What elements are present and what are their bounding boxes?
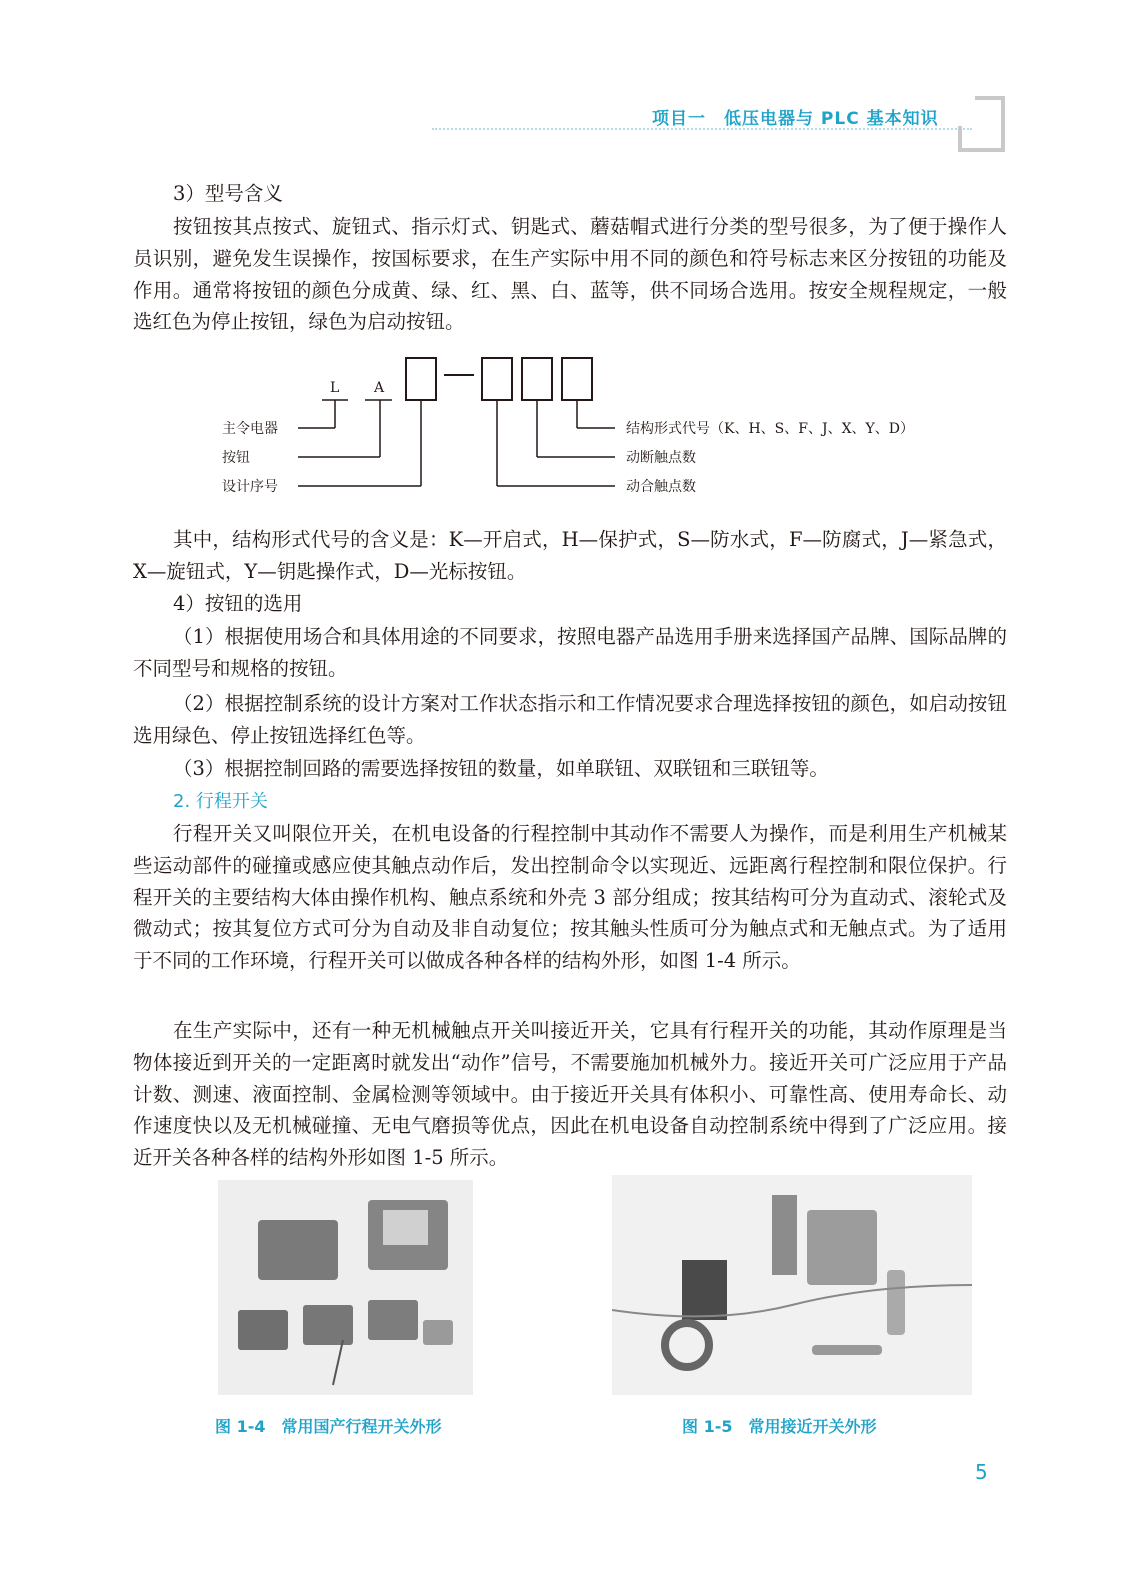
paragraph-structure-codes: 其中，结构形式代号的含义是：K—开启式，H—保护式，S—防水式，F—防腐式，J—紧急式，X—旋钮式，Y—钥匙操作式，D—光标按钮。 (133, 528, 1007, 583)
break-contacts-box (522, 358, 552, 400)
label-break-contacts: 动断触点数 (626, 450, 696, 466)
paragraph-selection-3: （3）根据控制回路的需要选择按钮的数量，如单联钮、双联钮和三联钮等。 (173, 757, 829, 780)
figure-1-4-caption: 图 1-4 常用国产行程开关外形 (215, 1417, 442, 1436)
section-heading-travel-switch: 2. 行程开关 (173, 791, 268, 812)
letter-a: A (374, 380, 385, 396)
paragraph-selection-2: （2）根据控制系统的设计方案对工作状态指示和工作情况要求合理选择按钮的颜色，如启动按钮选用绿色、停止按钮选择红色等。 (133, 692, 1007, 747)
running-header: 项目一 低压电器与 PLC 基本知识 (652, 109, 939, 129)
letter-l: L (330, 380, 340, 396)
model-number-diagram (210, 350, 930, 500)
label-design-serial: 设计序号 (222, 479, 278, 495)
travel-switch-photo (218, 1180, 473, 1395)
structure-code-box (562, 358, 592, 400)
paragraph-selection-1: （1）根据使用场合和具体用途的不同要求，按照电器产品选用手册来选择国产品牌、国际品牌的不同型号和规格的按钮。 (133, 625, 1007, 680)
label-structure-code: 结构形式代号（K、H、S、F、J、X、Y、D） (626, 421, 915, 437)
section-heading-model-meaning: 3）型号含义 (173, 182, 283, 205)
paragraph-travel-switch: 行程开关又叫限位开关，在机电设备的行程控制中其动作不需要人为操作，而是利用生产机械某些运动部件的碰撞或感应使其触点动作后，发出控制命令以实现近、远距离行程控制和限位保护。行程开关的主要结构大体由操作机构、触点系统和外壳 3 部分组成；按其结构可分为直动式、滚轮式及微动式；按其复位方式可分为自动及非自动复位；按其触头性质可分为触点式和无触点式。为了适用于不同的工作环境，行程开关可以做成各种各样的结构外形，如图 1-4 所示。 (133, 822, 1007, 973)
section-heading-button-selection: 4）按钮的选用 (173, 592, 303, 615)
make-contacts-box (482, 358, 512, 400)
header-dotted-rule (432, 128, 972, 130)
page-number: 5 (975, 1460, 988, 1484)
design-serial-box (406, 358, 436, 400)
corner-decoration-inner (958, 126, 982, 152)
label-button: 按钮 (222, 450, 250, 466)
figure-1-5-caption: 图 1-5 常用接近开关外形 (682, 1417, 877, 1436)
paragraph-proximity-switch: 在生产实际中，还有一种无机械触点开关叫接近开关，它具有行程开关的功能，其动作原理是当物体接近到开关的一定距离时就发出“动作”信号，不需要施加机械外力。接近开关可广泛应用于产品计数、测速、液面控制、金属检测等领域中。由于接近开关具有体积小、可靠性高、使用寿命长、动作速度快以及无机械碰撞、无电气磨损等优点，因此在机电设备自动控制系统中得到了广泛应用。接近开关各种各样的结构外形如图 1-5 所示。 (133, 1019, 1007, 1170)
proximity-switch-photo (612, 1175, 972, 1395)
label-main-electric: 主令电器 (222, 421, 278, 437)
label-make-contacts: 动合触点数 (626, 479, 696, 495)
paragraph-button-colors: 按钮按其点按式、旋钮式、指示灯式、钥匙式、蘑菇帽式进行分类的型号很多，为了便于操作人员识别，避免发生误操作，按国标要求，在生产实际中用不同的颜色和符号标志来区分按钮的功能及作用。通常将按钮的颜色分成黄、绿、红、黑、白、蓝等，供不同场合选用。按安全规程规定，一般选红色为停止按钮，绿色为启动按钮。 (133, 215, 1007, 334)
